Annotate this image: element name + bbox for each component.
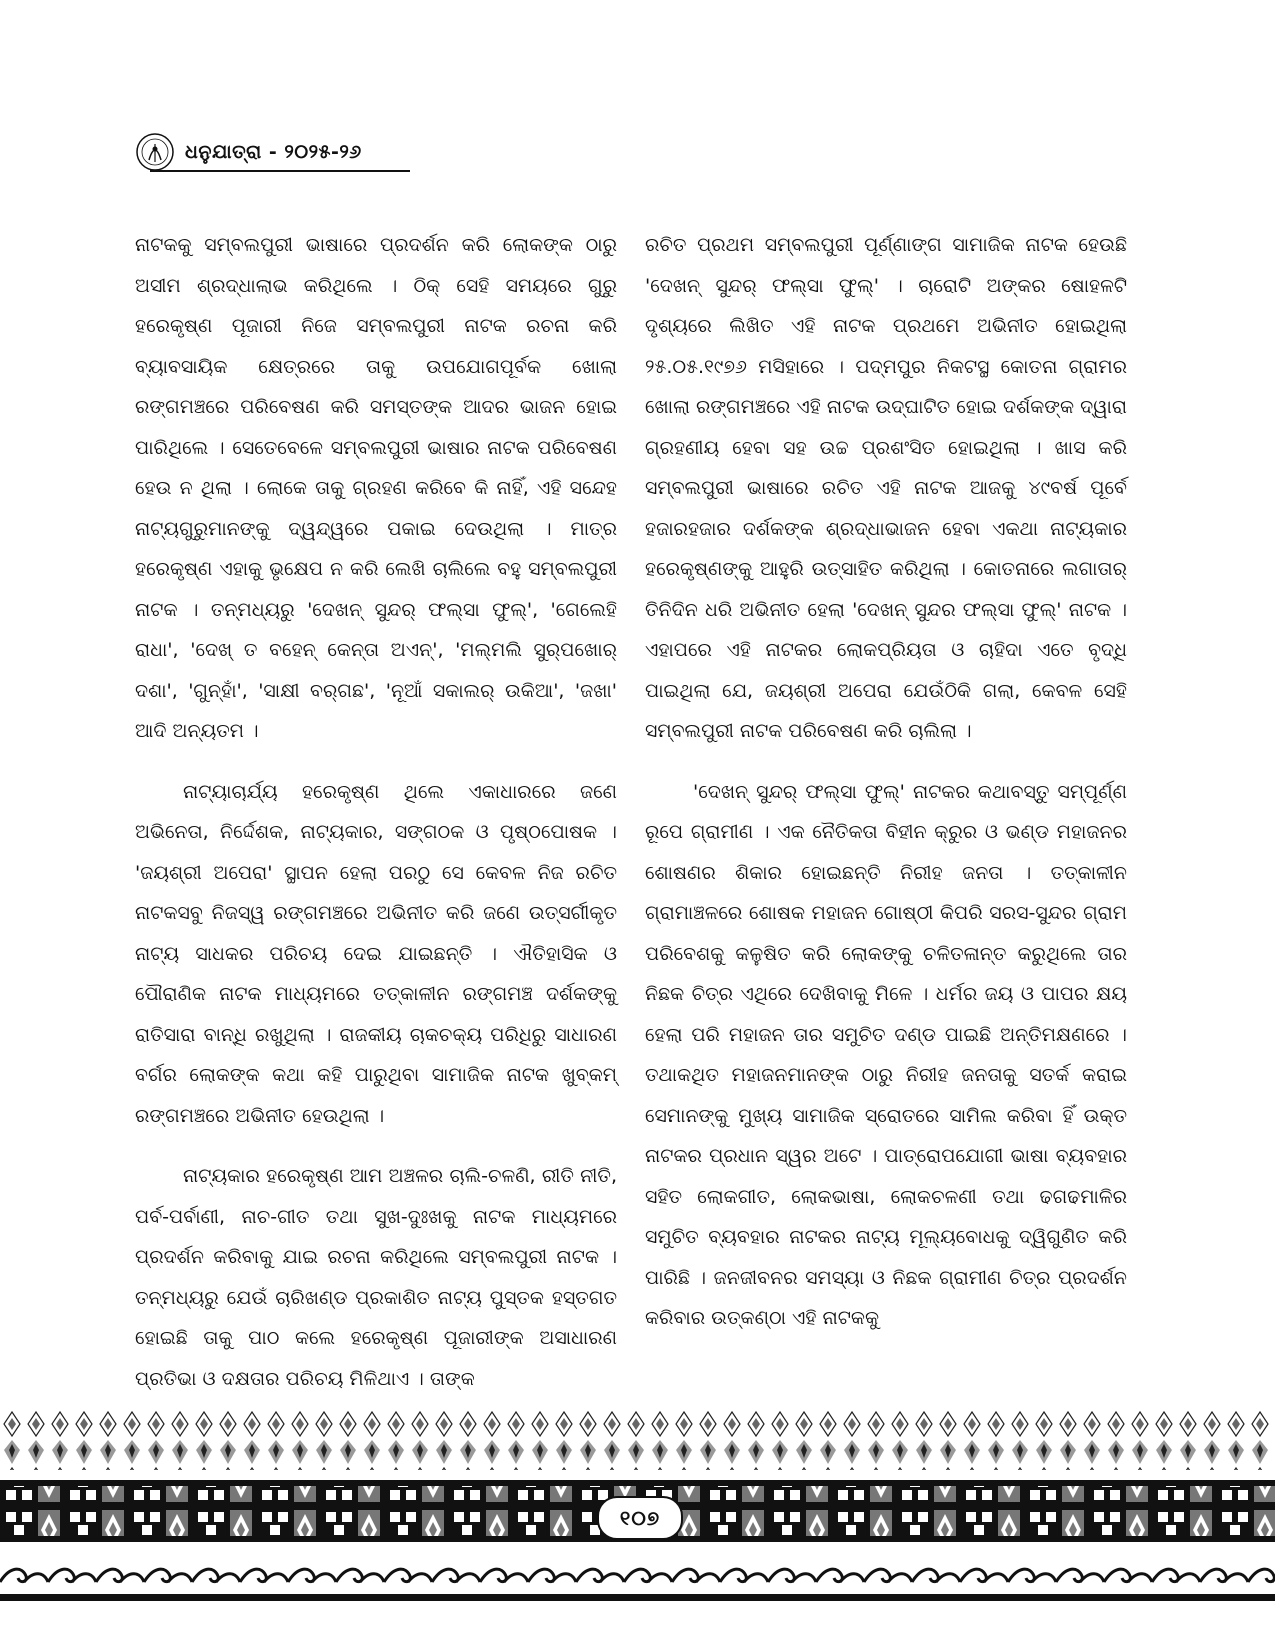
page-number: [597, 1496, 683, 1540]
page-number-text: ୧୦୭: [619, 1506, 661, 1530]
paragraph: ରଚିତ ପ୍ରଥମ ସମ୍ବଲପୁରୀ ପୂର୍ଣ୍ଣାଙ୍ଗ ସାମାଜିକ ନାଟକ ହେଉଛି 'ଦେଖନ୍ ସୁନ୍ଦର୍ ଫଲ୍‌ସା ଫୁଲ୍' । ଚାରୋଟି ଅଙ୍କର ଷୋହଳଟି ଦୃଶ୍ୟରେ ଲିଖିତ ଏହି ନାଟକ ପ୍ରଥମେ ଅଭିନୀତ ହୋଇଥିଲା ୨୫.୦୫.୧୯୭୬ ମସିହାରେ । ପଦ୍ମପୁର ନିକଟସ୍ଥ କୋତନା ଗ୍ରାମର ଖୋଲା ରଙ୍ଗମଞ୍ଚରେ ଏହି ନାଟକ ଉଦ୍‌ଘାଟିତ ହୋଇ ଦର୍ଶକଙ୍କ ଦ୍ୱାରା ଗ୍ରହଣୀୟ ହେବା ସହ ଉଚ୍ଚ ପ୍ରଶଂସିତ ହୋଇଥିଲା । ଖାସ କରି ସମ୍ବଲପୁରୀ ଭାଷାରେ ରଚିତ ଏହି ନାଟକ ଆଜକୁ ୪୯ବର୍ଷ ପୂର୍ବେ ହଜାରହଜାର ଦର୍ଶକଙ୍କ ଶ୍ରଦ୍ଧାଭାଜନ ହେବା ଏକଥା ନାଟ୍ୟକାର ହରେକୃଷ୍ଣଙ୍କୁ ଆହୁରି ଉତ୍ସାହିତ କରିଥିଲା । କୋତନାରେ ଲଗାତାର୍ ତିନିଦିନ ଧରି ଅଭିନୀତ ହେଲା 'ଦେଖନ୍ ସୁନ୍ଦର ଫଲ୍‌ସା ଫୁଲ୍' ନାଟକ । ଏହାପରେ ଏହି ନାଟକର ଲୋକପ୍ରିୟତା ଓ ଚାହିଦା ଏତେ ବୃଦ୍ଧି ପାଇଥିଲା ଯେ, ଜୟଶ୍ରୀ ଅପେରା ଯେଉଁଠିକି ଗଲା, କେବଳ ସେହି ସମ୍ବଲପୁରୀ ନାଟକ ପରିବେଷଣ କରି ଚାଲିଲା ।: [645, 234, 1127, 742]
paragraph: ନାଟକକୁ ସମ୍ବଲପୁରୀ ଭାଷାରେ ପ୍ରଦର୍ଶନ କରି ଲୋକଙ୍କ ଠାରୁ ଅସୀମ ଶ୍ରଦ୍ଧାଲାଭ କରିଥିଲେ । ଠିକ୍ ସେହି ସମୟରେ ଗୁରୁ ହରେକୃଷ୍ଣ ପୂଜାରୀ ନିଜେ ସମ୍ବଲପୁରୀ ନାଟକ ରଚନା କରି ବ୍ୟାବସାୟିକ କ୍ଷେତ୍ରରେ ତାକୁ ଉପଯୋଗପୂର୍ବକ ଖୋଲା ରଙ୍ଗମଞ୍ଚରେ ପରିବେଷଣ କରି ସମସ୍ତଙ୍କ ଆଦର ଭାଜନ ହୋଇ ପାରିଥିଲେ । ସେତେବେଳେ ସମ୍ବଲପୁରୀ ଭାଷାର ନାଟକ ପରିବେଷଣ ହେଉ ନ ଥିଲା । ଲୋକେ ତାକୁ ଗ୍ରହଣ କରିବେ କି ନାହିଁ, ଏହି ସନ୍ଦେହ ନାଟ୍ୟଗୁରୁମାନଙ୍କୁ ଦ୍ୱନ୍ଦ୍ୱରେ ପକାଇ ଦେଉଥିଲା । ମାତ୍ର ହରେକୃଷ୍ଣ ଏହାକୁ ଭୃକ୍ଷେପ ନ କରି ଲେଖି ଚାଲିଲେ ବହୁ ସମ୍ବଲପୁରୀ ନାଟକ । ତନ୍ମଧ୍ୟରୁ 'ଦେଖନ୍ ସୁନ୍ଦର୍ ଫଲ୍‌ସା ଫୁଲ୍', 'ଗେଲେହି ରାଧା', 'ଦେଖ୍ ତ ବହେନ୍ କେନ୍ତା ଅଏନ୍', 'ମଲ୍‌ମଲି ସୁର୍‌ପଖୋର୍ ଦଶା', 'ଗୁନ୍‌ହାଁ', 'ସାକ୍ଷୀ ବର୍‌ଗଛ', 'ନୂଆଁ ସକାଲର୍ ଉକିଆ', 'ଜଖା' ଆଦି ଅନ୍ୟତମ ।: [135, 234, 617, 742]
paragraph: ନାଟ୍ୟାଚାର୍ଯ୍ୟ ହରେକୃଷ୍ଣ ଥିଲେ ଏକାଧାରରେ ଜଣେ ଅଭିନେତା, ନିର୍ଦ୍ଦେଶକ, ନାଟ୍ୟକାର, ସଙ୍ଗଠକ ଓ ପୃଷ୍ଠପୋଷକ । 'ଜୟଶ୍ରୀ ଅପେରା' ସ୍ଥାପନ ହେଲା ପରଠୁ ସେ କେବଳ ନିଜ ରଚିତ ନାଟକସବୁ ନିଜସ୍ୱ ରଙ୍ଗମଞ୍ଚରେ ଅଭିନୀତ କରି ଜଣେ ଉତ୍ସର୍ଗୀକୃତ ନାଟ୍ୟ ସାଧକର ପରିଚୟ ଦେଇ ଯାଇଛନ୍ତି । ଐତିହାସିକ ଓ ପୌରାଣିକ ନାଟକ ମାଧ୍ୟମରେ ତତ୍‌କାଳୀନ ରଙ୍ଗମଞ୍ଚ ଦର୍ଶକଙ୍କୁ ରାତିସାରା ବାନ୍ଧି ରଖୁଥିଲା । ରାଜକୀୟ ଚାକଚକ୍ୟ ପରିଧିରୁ ସାଧାରଣ ବର୍ଗର ଲୋକଙ୍କ କଥା କହି ପାରୁଥିବା ସାମାଜିକ ନାଟକ ଖୁବ୍‌କମ୍ ରଙ୍ଗମଞ୍ଚରେ ଅଭିନୀତ ହେଉଥିଲା ।: [135, 780, 617, 1127]
header-divider: [150, 170, 410, 172]
publication-title: ଧନୁଯାତ୍ରା - ୨୦୨୫-୨୬: [185, 141, 362, 163]
page-header: [135, 132, 435, 172]
paragraph: ନାଟ୍ୟକାର ହରେକୃଷ୍ଣ ଆମ ଅଞ୍ଚଳର ଚାଲି-ଚଳଣି, ରୀତି ନୀତି, ପର୍ବ-ପର୍ବାଣୀ, ନାଚ-ଗୀତ ତଥା ସୁଖ-ଦୁଃଖକୁ ନାଟକ ମାଧ୍ୟମରେ ପ୍ରଦର୍ଶନ କରିବାକୁ ଯାଇ ରଚନା କରିଥିଲେ ସମ୍ବଲପୁରୀ ନାଟକ । ତନ୍ମଧ୍ୟରୁ ଯେଉଁ ଚାରିଖଣ୍ଡ ପ୍ରକାଶିତ ନାଟ୍ୟ ପୁସ୍ତକ ହସ୍ତଗତ ହୋଇଛି ତାକୁ ପାଠ କଲେ ହରେକୃଷ୍ଣ ପୂଜାରୀଙ୍କ ଅସାଧାରଣ ପ୍ରତିଭା ଓ ଦକ୍ଷତାର ପରିଚୟ ମିଳିଥାଏ । ତାଙ୍କ: [135, 1165, 617, 1390]
festival-emblem-icon: [135, 132, 175, 172]
left-column: [135, 225, 617, 1419]
right-column: [645, 225, 1127, 1359]
paragraph: 'ଦେଖନ୍ ସୁନ୍ଦର୍ ଫଲ୍‌ସା ଫୁଲ୍' ନାଟକର କଥାବସ୍ତୁ ସମ୍ପୂର୍ଣ୍ଣ ରୂପେ ଗ୍ରାମୀଣ । ଏକ ନୈତିକତା ବିହୀନ କ୍ରୁର ଓ ଭଣ୍ଡ ମହାଜନର ଶୋଷଣର ଶିକାର ହୋଇଛନ୍ତି ନିରୀହ ଜନତା । ତତ୍‌କାଳୀନ ଗ୍ରାମାଞ୍ଚଳରେ ଶୋଷକ ମହାଜନ ଗୋଷ୍ଠୀ କିପରି ସରସ-ସୁନ୍ଦର ଗ୍ରାମ ପରିବେଶକୁ କଳୁଷିତ କରି ଲୋକଙ୍କୁ ଚଳିତଳାନ୍ତ କରୁଥିଲେ ତାର ନିଛକ ଚିତ୍ର ଏଥିରେ ଦେଖିବାକୁ ମିଳେ । ଧର୍ମର ଜୟ ଓ ପାପର କ୍ଷୟ ହେଲା ପରି ମହାଜନ ତାର ସମୁଚିତ ଦଣ୍ଡ ପାଇଛି ଅନ୍ତିମକ୍ଷଣରେ । ତଥାକଥିତ ମହାଜନମାନଙ୍କ ଠାରୁ ନିରୀହ ଜନତାକୁ ସତର୍କ କରାଇ ସେମାନଙ୍କୁ ମୁଖ୍ୟ ସାମାଜିକ ସ୍ରୋତରେ ସାମିଲ କରିବା ହିଁ ଉକ୍ତ ନାଟକର ପ୍ରଧାନ ସ୍ୱର ଅଟେ । ପାତ୍ରୋପଯୋଗୀ ଭାଷା ବ୍ୟବହାର ସହିତ ଲୋକଗୀତ, ଲୋକଭାଷା, ଲୋକଚଳଣୀ ତଥା ଢଗଢମାଳିର ସମୁଚିତ ବ୍ୟବହାର ନାଟକର ନାଟ୍ୟ ମୂଲ୍ୟବୋଧକୁ ଦ୍ୱିଗୁଣିତ କରି ପାରିଛି । ଜନଜୀବନର ସମସ୍ୟା ଓ ନିଛକ ଗ୍ରାମୀଣ ଚିତ୍ର ପ୍ରଦର୍ଶନ କରିବାର ଉତ୍କଣ୍ଠା ଏହି ନାଟକକୁ: [645, 780, 1127, 1329]
